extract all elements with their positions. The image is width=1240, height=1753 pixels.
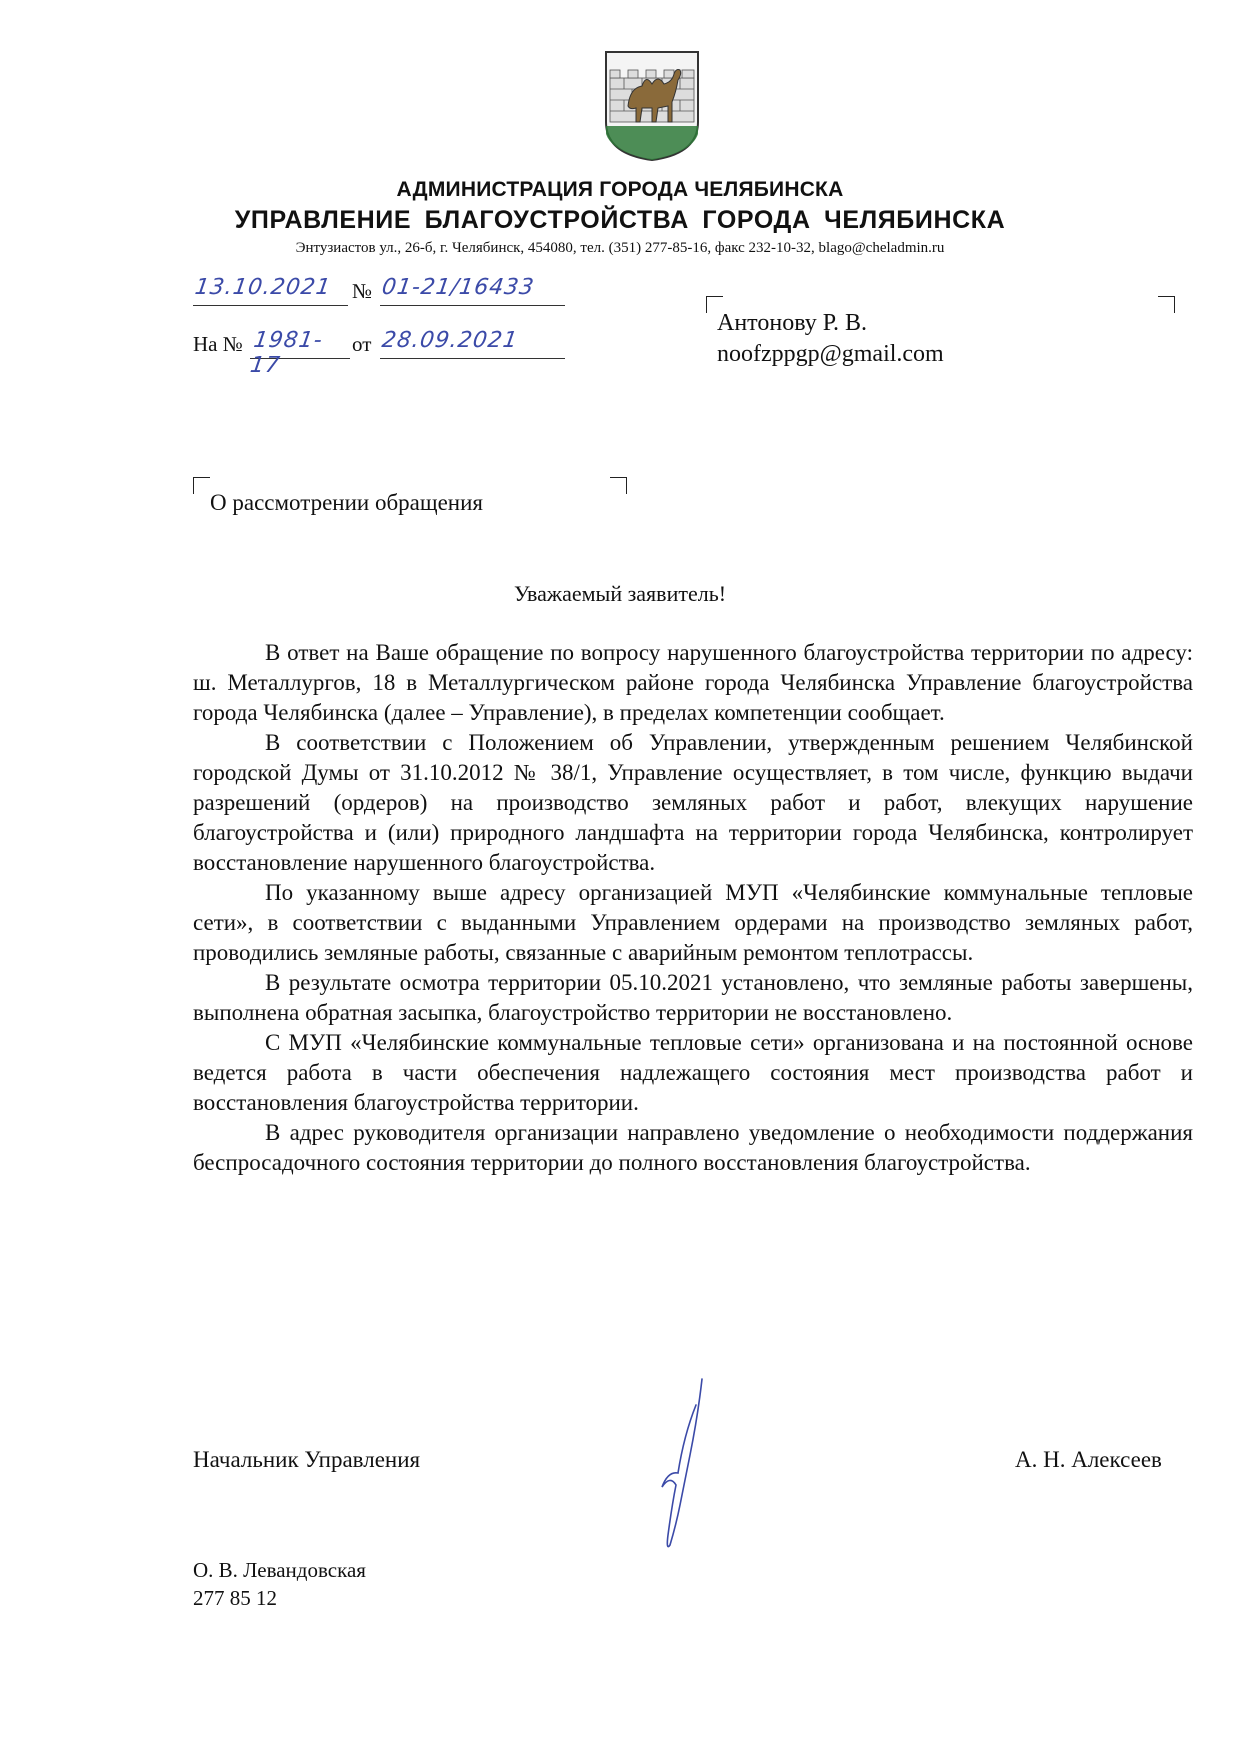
outgoing-number-label: № — [352, 279, 373, 303]
org-name-department: УПРАВЛЕНИЕ БЛАГОУСТРОЙСТВА ГОРОДА ЧЕЛЯБИНСКА — [234, 206, 1006, 234]
body-paragraph: По указанному выше адресу организацией МУП «Челябинские коммунальные тепловые сети», в соответствии с выданными Управлением ордерами на производство земляных работ, проводились земляные работы, связанные с аварийным ремонтом теплотрассы. — [193, 880, 1193, 965]
outgoing-number: 01-21/16433 — [380, 275, 537, 300]
org-name-administration: АДМИНИСТРАЦИЯ ГОРОДА ЧЕЛЯБИНСКА — [396, 178, 844, 201]
coat-of-arms-icon — [602, 44, 702, 162]
reply-to-number: 1981-17 — [248, 328, 325, 378]
letter-subject: О рассмотрении обращения — [210, 490, 483, 515]
executor-phone: 277 85 12 — [193, 1586, 277, 1610]
executor-name: О. В. Левандовская — [193, 1558, 366, 1582]
reply-from-label: от — [352, 332, 372, 356]
executor-block — [193, 1556, 366, 1612]
body-paragraph: В результате осмотра территории 05.10.2021 установлено, что земляные работы завершены, выполнена обратная засыпка, благоустройство территории не восстановлено. — [193, 970, 1193, 1025]
subject-corner-left — [193, 477, 210, 494]
recipient-email: noofzppgp@gmail.com — [717, 341, 944, 367]
handwritten-signature-icon — [640, 1375, 730, 1555]
signatory-title: Начальник Управления — [193, 1447, 421, 1472]
body-paragraph: В адрес руководителя организации направлено уведомление о необходимости поддержания беспросадочного состояния территории до полного восстановления благоустройства. — [193, 1120, 1193, 1175]
body-paragraph: С МУП «Челябинские коммунальные тепловые сети» организована и на постоянной основе ведется работа в части обеспечения надлежащего состояния мест производства работ и восстановления благоустройства территории. — [193, 1030, 1193, 1115]
recipient-corner-right — [1158, 296, 1175, 313]
recipient-name: Антонову Р. В. — [717, 310, 868, 336]
outgoing-date-field — [193, 277, 348, 306]
body-paragraph: В соответствии с Положением об Управлении, утвержденным решением Челябинской городской Думы от 31.10.2012 № 38/1, Управление осуществляет, в том числе, функцию выдачи разрешений (ордеров) на производство земляных работ и работ, влекущих нарушение благоустройства и (или) природного ландшафта на территории города Челябинска, контролирует восстановление нарушенного благоустройства. — [193, 730, 1193, 875]
letter-greeting: Уважаемый заявитель! — [513, 581, 727, 606]
outgoing-number-field — [380, 277, 565, 306]
org-contact-line: Энтузиастов ул., 26-б, г. Челябинск, 454080, тел. (351) 277-85-16, факс 232-10-32, blago@cheladmin.ru — [295, 240, 945, 256]
reply-to-label: На № — [193, 332, 243, 356]
subject-corner-right — [610, 477, 627, 494]
outgoing-date: 13.10.2021 — [193, 275, 333, 300]
reply-to-date-field — [380, 330, 565, 359]
body-paragraph: В ответ на Ваше обращение по вопросу нарушенного благоустройства территории по адресу: ш. Металлургов, 18 в Металлургическом районе города Челябинска Управление благоустройства города Челябинска (далее – Управление), в пределах компетенции сообщает. — [193, 640, 1193, 725]
recipient-block — [717, 308, 944, 370]
reply-to-date: 28.09.2021 — [380, 328, 520, 353]
signatory-name: А. Н. Алексеев — [1015, 1447, 1162, 1472]
letter-body — [193, 638, 1193, 1178]
reply-to-number-field — [248, 328, 350, 378]
